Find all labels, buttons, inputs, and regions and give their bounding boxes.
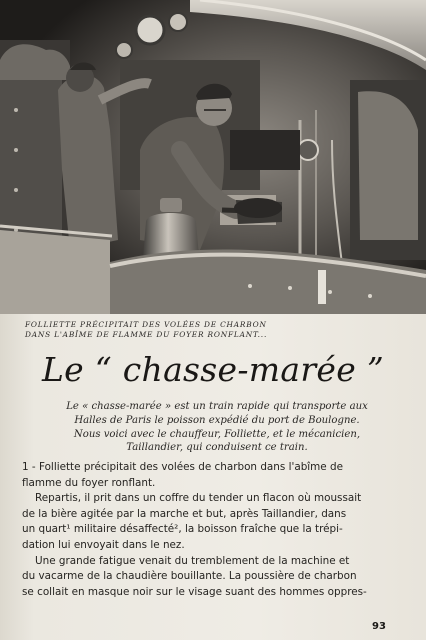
photo-caption: [25, 320, 403, 340]
page-number: 93: [372, 621, 386, 632]
body-line: dation lui envoyait dans le nez.: [22, 538, 185, 551]
body-line: Repartis, il prit dans un coffre du tender un flacon où moussait: [35, 492, 362, 505]
body-line: flamme du foyer ronflant.: [22, 476, 156, 489]
body-line: se collait en masque noir sur le visage suant des hommes oppres-: [22, 585, 367, 598]
caption-line: FOLLIETTE PRÉCIPITAIT DES VOLÉES DE CHARBON: [25, 320, 267, 329]
intro-line: Taillandier, qui conduisent ce train.: [126, 442, 308, 454]
locomotive-cab-photo: [0, 0, 426, 314]
body-line: 1 - Folliette précipitait des volées de charbon dans l'abîme de: [22, 461, 343, 473]
caption-line: DANS L'ABÎME DE FLAMME DU FOYER RONFLANT...: [25, 330, 268, 339]
body-line: Une grande fatigue venait du tremblement de la machine et: [35, 554, 350, 567]
intro-line: Halles de Paris le poisson expédié du port de Boulogne.: [74, 414, 360, 426]
intro-paragraph: [62, 400, 372, 455]
intro-line: Nous voici avec le chauffeur, Folliette, et le mécanicien,: [73, 428, 361, 440]
chapter-title: Le “ chasse-marée ”: [41, 350, 385, 389]
body-line: du vacarme de la chaudière bouillante. La poussière de charbon: [22, 570, 357, 583]
body-line: un quart¹ militaire désaffecté², la boisson fraîche que la trépi-: [22, 523, 343, 536]
body-line: de la bière agitée par la marche et but, après Taillandier, dans: [22, 507, 347, 520]
body-text: [22, 460, 400, 600]
intro-line: Le « chasse-marée » est un train rapide qui transporte aux: [66, 401, 368, 412]
